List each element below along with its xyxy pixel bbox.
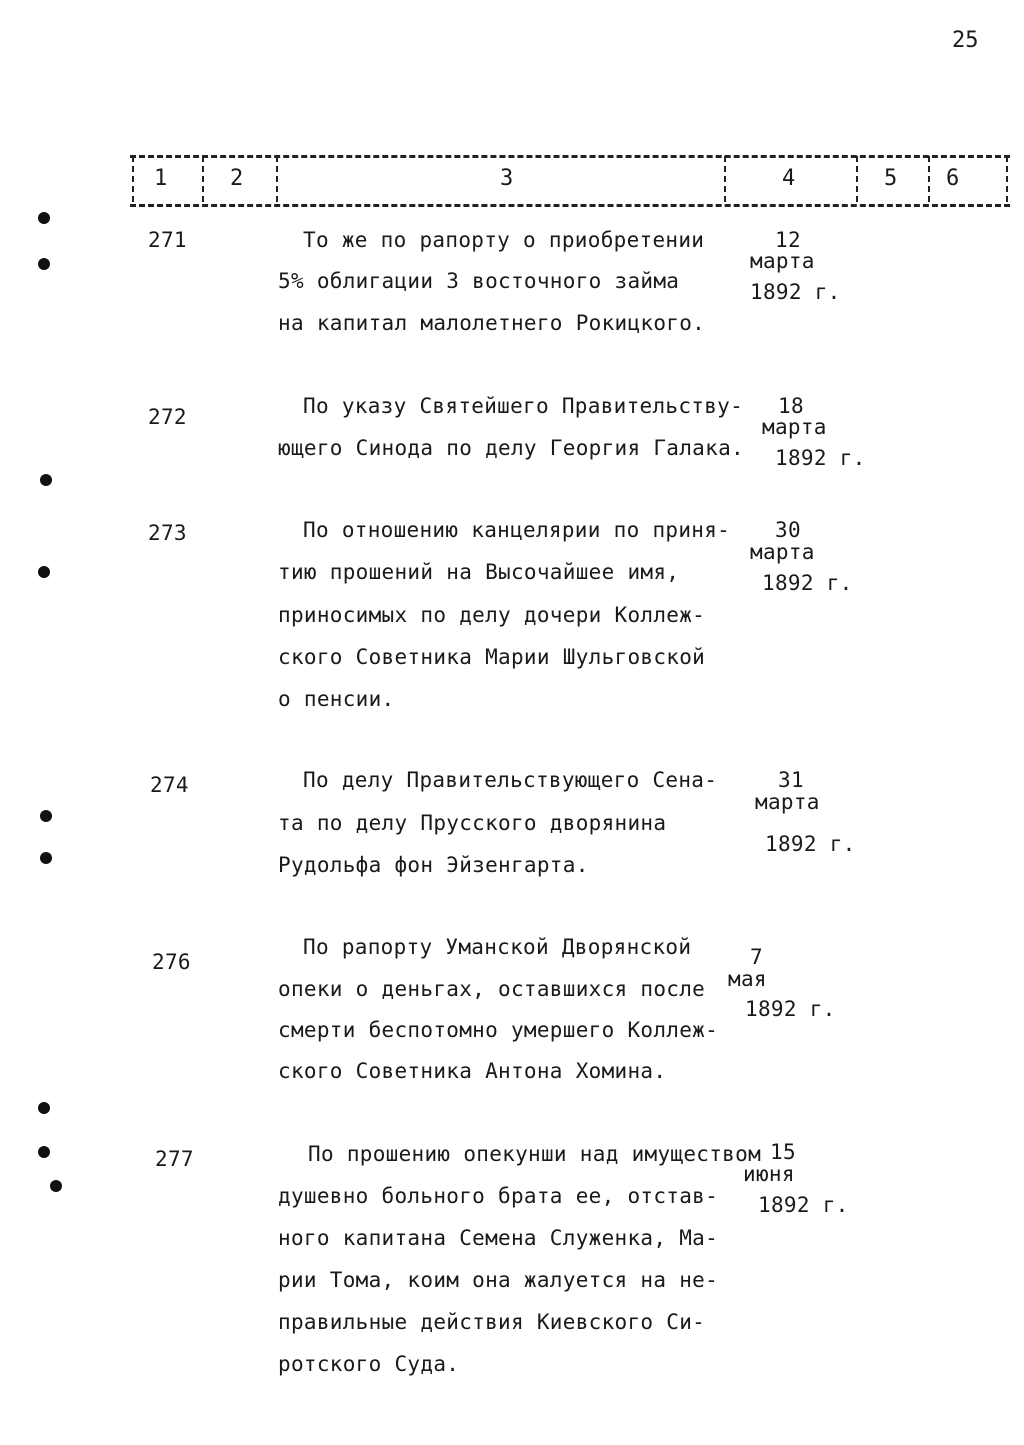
binding-hole xyxy=(40,810,52,822)
entry-date-month: июня xyxy=(743,1162,795,1186)
entry-description-line: По указу Святейшего Правительству- xyxy=(303,394,744,418)
entry-description-line: рии Тома, коим она жалуется на не- xyxy=(278,1268,719,1292)
entry-number: 272 xyxy=(148,405,187,429)
entry-description-line: правильные действия Киевского Си- xyxy=(278,1310,706,1334)
entry-description-line: опеки о деньгах, оставшихся после xyxy=(278,977,706,1001)
entry-date-day: 31 xyxy=(778,768,804,792)
entry-description-line: на капитал малолетнего Рокицкого. xyxy=(278,311,706,335)
entry-date-day: 15 xyxy=(770,1140,796,1164)
entry-description-line: смерти беспотомно умершего Коллеж- xyxy=(278,1018,719,1042)
binding-hole xyxy=(50,1180,62,1192)
entry-number: 273 xyxy=(148,521,187,545)
entry-date-year: 1892 г. xyxy=(745,997,836,1021)
column-divider xyxy=(132,156,134,202)
entry-description-line: тию прошений на Высочайшее имя, xyxy=(278,560,680,584)
entry-description-line: По делу Правительствующего Сена- xyxy=(303,768,718,792)
binding-hole xyxy=(40,852,52,864)
entry-description-line: ного капитана Семена Служенка, Ма- xyxy=(278,1226,719,1250)
binding-hole xyxy=(38,258,50,270)
entry-description-line: ющего Синода по делу Георгия Галака. xyxy=(278,436,744,460)
column-divider xyxy=(1006,156,1008,202)
entry-description-line: По отношению канцелярии по приня- xyxy=(303,518,731,542)
binding-hole xyxy=(38,1146,50,1158)
column-divider xyxy=(928,156,930,202)
binding-hole xyxy=(40,474,52,486)
entry-description-line: 5% облигации 3 восточного займа xyxy=(278,269,680,293)
entry-description-line: ского Советника Антона Хомина. xyxy=(278,1059,667,1083)
entry-date-day: 18 xyxy=(778,394,804,418)
entry-date-day: 12 xyxy=(775,228,801,252)
entry-date-year: 1892 г. xyxy=(762,571,853,595)
entry-number: 274 xyxy=(150,773,189,797)
entry-date-year: 1892 г. xyxy=(750,280,841,304)
binding-hole xyxy=(38,566,50,578)
entry-description-line: По прошению опекунши над имуществом xyxy=(308,1142,762,1166)
entry-description-line: То же по рапорту о приобретении xyxy=(303,228,705,252)
entry-description-line: ского Советника Марии Шульговской xyxy=(278,645,706,669)
entry-description-line: душевно больного брата ее, отстав- xyxy=(278,1184,719,1208)
column-header-2: 2 xyxy=(230,166,244,191)
entry-description-line: та по делу Прусского дворянина xyxy=(278,811,667,835)
column-header-5: 5 xyxy=(884,166,898,191)
column-header-6: 6 xyxy=(946,166,960,191)
entry-description-line: о пенсии. xyxy=(278,687,395,711)
column-divider xyxy=(202,156,204,202)
entry-date-day: 30 xyxy=(775,518,801,542)
entry-description-line: приносимых по делу дочери Коллеж- xyxy=(278,603,706,627)
column-divider xyxy=(724,156,726,202)
page-number: 25 xyxy=(952,28,979,53)
entry-number: 271 xyxy=(148,228,187,252)
entry-number: 277 xyxy=(155,1147,194,1171)
column-header-3: 3 xyxy=(500,166,514,191)
column-header-4: 4 xyxy=(782,166,796,191)
entry-date-day: 7 xyxy=(750,945,763,969)
table-header xyxy=(130,155,1010,207)
binding-hole xyxy=(38,212,50,224)
entry-description-line: Рудольфа фон Эйзенгарта. xyxy=(278,853,589,877)
entry-date-year: 1892 г. xyxy=(765,832,856,856)
entry-date-month: марта xyxy=(762,415,827,439)
entry-date-month: марта xyxy=(755,790,820,814)
column-divider xyxy=(276,156,278,202)
entry-date-year: 1892 г. xyxy=(758,1193,849,1217)
entry-date-month: мая xyxy=(728,967,767,991)
entry-date-year: 1892 г. xyxy=(775,446,866,470)
column-header-1: 1 xyxy=(154,166,168,191)
entry-description-line: По рапорту Уманской Дворянской xyxy=(303,935,692,959)
entry-number: 276 xyxy=(152,950,191,974)
entry-date-month: марта xyxy=(750,540,815,564)
column-divider xyxy=(856,156,858,202)
binding-hole xyxy=(38,1102,50,1114)
entry-description-line: ротского Суда. xyxy=(278,1352,460,1376)
entry-date-month: марта xyxy=(750,249,815,273)
